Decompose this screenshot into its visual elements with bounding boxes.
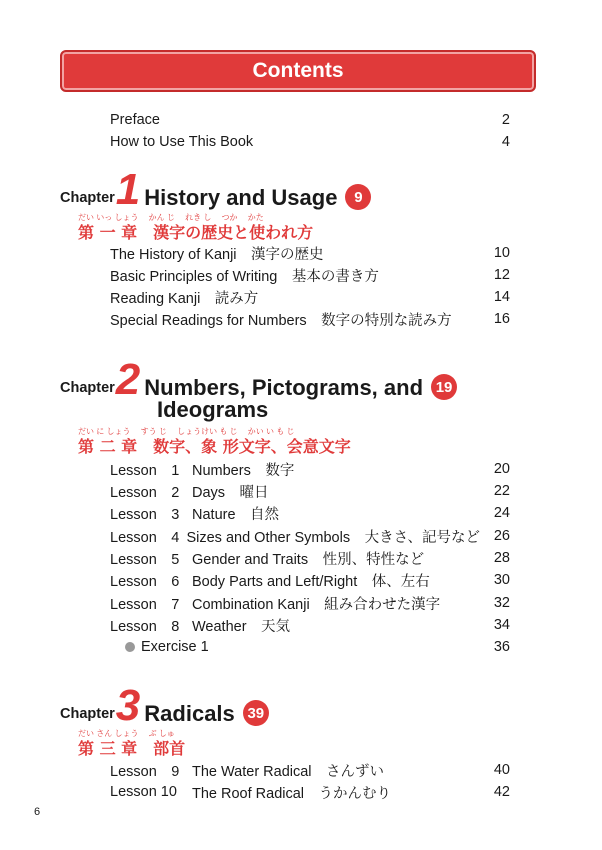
lesson-label: Nature 自然: [192, 506, 280, 523]
lesson-row[interactable]: [110, 547, 510, 569]
lesson-row[interactable]: [110, 759, 510, 781]
lesson-number: Lesson 9: [110, 763, 180, 780]
lesson-label: Days 曜日: [192, 484, 269, 501]
lesson-label: Body Parts and Left/Right 体、左右: [192, 573, 430, 590]
chapter-start-page-badge: 9: [345, 184, 371, 210]
lesson-label: Combination Kanji 組み合わせた漢字: [192, 596, 441, 613]
chapter-3-heading[interactable]: [60, 681, 269, 730]
entry-label: Special Readings for Numbers 数字の特別な読み方: [110, 312, 452, 329]
lesson-number: Lesson 10: [110, 784, 177, 800]
lesson-number: Lesson 5: [110, 551, 180, 568]
chapter-2-heading[interactable]: [60, 355, 457, 404]
toc-entry-how-to-use[interactable]: [110, 131, 510, 153]
chapter-title: Radicals: [144, 701, 235, 726]
chapter-title: Numbers, Pictograms, and: [144, 375, 424, 400]
chapter-furigana: だい いっ しょう かん じ れき し つか かた: [78, 213, 264, 222]
lesson-row[interactable]: [110, 480, 510, 502]
entry-page: 12: [493, 267, 510, 283]
chapter-number: 3: [115, 681, 141, 730]
lesson-row[interactable]: [110, 569, 510, 591]
lesson-row[interactable]: [110, 592, 510, 614]
chapter-title-line-2: [157, 398, 268, 422]
bullet-icon: [125, 642, 135, 652]
lesson-page: 42: [493, 784, 510, 800]
chapter-start-page-badge: 39: [243, 700, 269, 726]
entry-label: How to Use This Book: [110, 134, 254, 150]
lesson-number: Lesson 8: [110, 618, 180, 635]
lesson-page: 32: [493, 595, 510, 611]
lesson-page: 26: [493, 528, 510, 544]
chapter-1-heading[interactable]: [60, 165, 371, 214]
lesson-page: 22: [493, 483, 510, 499]
toc-entry[interactable]: [110, 308, 510, 330]
chapter-japanese-title: 第 一 章 漢字の歴史と使われ方: [78, 223, 314, 242]
chapter-label: Chapter: [60, 190, 115, 206]
lesson-row[interactable]: [110, 502, 510, 524]
lesson-label: The Water Radical さんずい: [192, 763, 385, 780]
lesson-label: Sizes and Other Symbols 大きさ、記号など: [186, 529, 480, 546]
entry-page: 16: [493, 311, 510, 327]
entry-label: Preface: [110, 112, 160, 128]
lesson-number: Lesson 7: [110, 596, 180, 613]
lesson-number: Lesson 1: [110, 462, 180, 479]
lesson-number: Lesson 4: [110, 529, 180, 546]
chapter-japanese-title: 第 二 章 数字、象 形文字、会意文字: [78, 437, 351, 456]
lesson-row[interactable]: [110, 614, 510, 636]
toc-entry[interactable]: [110, 286, 510, 308]
chapter-label: Chapter: [60, 706, 115, 722]
lesson-page: 24: [493, 505, 510, 521]
exercise-label: Exercise 1: [141, 639, 209, 655]
toc-entry[interactable]: [110, 264, 510, 286]
lesson-row[interactable]: [110, 525, 510, 547]
toc-entry[interactable]: [110, 242, 510, 264]
entry-page: 2: [501, 112, 510, 128]
lesson-number: Lesson 3: [110, 506, 180, 523]
entry-label: The History of Kanji 漢字の歴史: [110, 246, 324, 263]
chapter-number: 1: [115, 165, 141, 214]
entry-page: 10: [493, 245, 510, 261]
chapter-furigana: だい に しょう すう じ しょうけい も じ かい い も じ: [78, 427, 295, 436]
chapter-furigana: だい さん しょう ぶ しゅ: [78, 729, 175, 738]
lesson-label: Numbers 数字: [192, 462, 295, 479]
lesson-label: Gender and Traits 性別、特性など: [192, 551, 425, 568]
chapter-title-continued: Ideograms: [157, 397, 269, 422]
lesson-page: 30: [493, 572, 510, 588]
exercise-page: 36: [493, 639, 510, 655]
toc-entry-preface[interactable]: [110, 109, 510, 131]
chapter-japanese-title: 第 三 章 部首: [78, 739, 186, 758]
exercise-row[interactable]: [125, 636, 510, 658]
chapter-number: 2: [115, 355, 141, 404]
entry-label: Basic Principles of Writing 基本の書き方: [110, 268, 379, 285]
lesson-number: Lesson 6: [110, 573, 180, 590]
lesson-label: The Roof Radical うかんむり: [192, 785, 392, 802]
entry-page: 4: [501, 134, 510, 150]
page-number: 6: [34, 806, 41, 818]
lesson-row[interactable]: [110, 781, 510, 803]
chapter-start-page-badge: 19: [431, 374, 457, 400]
lesson-page: 28: [493, 550, 510, 566]
entry-label: Reading Kanji 読み方: [110, 290, 259, 307]
lesson-page: 20: [493, 461, 510, 477]
contents-banner: [60, 50, 536, 92]
entry-page: 14: [493, 289, 510, 305]
lesson-number: Lesson 2: [110, 484, 180, 501]
chapter-title: History and Usage: [144, 185, 338, 210]
lesson-row[interactable]: [110, 458, 510, 480]
chapter-label: Chapter: [60, 380, 115, 396]
lesson-page: 40: [493, 762, 510, 778]
page-title: Contents: [252, 59, 344, 82]
lesson-label: Weather 天気: [192, 618, 291, 635]
lesson-page: 34: [493, 617, 510, 633]
